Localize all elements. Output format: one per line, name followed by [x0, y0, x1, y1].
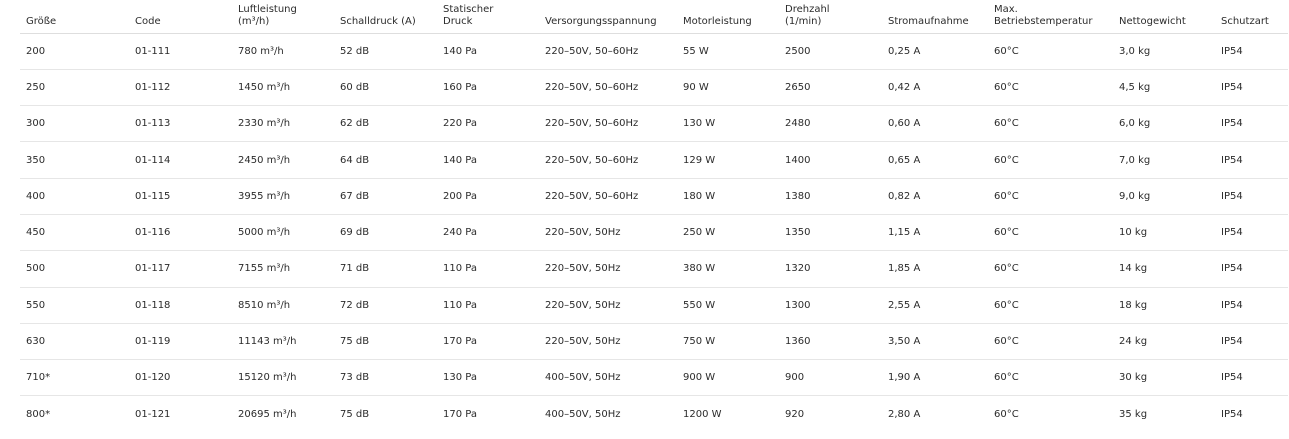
- cell-motor-power: 1200 W: [683, 408, 722, 420]
- cell-protection-class: IP54: [1215, 251, 1288, 287]
- cell-sound-pressure: 71 dB: [334, 251, 437, 287]
- cell-static-pressure: 140 Pa: [437, 33, 539, 69]
- cell-motor-power: 130 W: [677, 106, 779, 142]
- cell-sound-pressure: 73 dB: [334, 360, 437, 396]
- cell-size: 200: [20, 33, 129, 69]
- cell-speed: 2650: [779, 69, 882, 105]
- specifications-table: [20, 0, 1288, 432]
- cell-protection-class: IP54: [1215, 360, 1288, 396]
- cell-airflow: 15120 m³/h: [232, 360, 334, 396]
- cell-code: 01-121: [135, 408, 171, 420]
- column-header-airflow: Luftleistung (m³/h): [232, 0, 334, 33]
- cell-supply-voltage: 220–50V, 50–60Hz: [539, 33, 677, 69]
- cell-max-temperature: 60°C: [988, 178, 1113, 214]
- cell-sound-pressure: 67 dB: [334, 178, 437, 214]
- cell-motor-power: 129 W: [677, 142, 779, 178]
- table-body: [20, 33, 1288, 432]
- cell-current: 2,80 A: [888, 408, 921, 420]
- cell-supply-voltage: 400–50V, 50Hz: [539, 360, 677, 396]
- table-row: [20, 251, 1288, 287]
- cell-airflow: 2450 m³/h: [232, 142, 334, 178]
- cell-sound-pressure: 75 dB: [340, 408, 370, 420]
- table-row: [20, 323, 1288, 359]
- cell-motor-power: 90 W: [677, 69, 779, 105]
- cell-size: 400: [20, 178, 129, 214]
- header-row: [20, 0, 1288, 33]
- cell-supply-voltage: 220–50V, 50–60Hz: [539, 142, 677, 178]
- cell-current: 0,65 A: [882, 142, 988, 178]
- cell-protection-class: IP54: [1215, 106, 1288, 142]
- cell-net-weight: 6,0 kg: [1113, 106, 1215, 142]
- cell-static-pressure: 160 Pa: [437, 69, 539, 105]
- cell-airflow: 8510 m³/h: [232, 287, 334, 323]
- cell-code: 01-112: [129, 69, 232, 105]
- cell-max-temperature: 60°C: [988, 214, 1113, 250]
- cell-net-weight: 18 kg: [1113, 287, 1215, 323]
- cell-sound-pressure: 69 dB: [334, 214, 437, 250]
- cell-speed: 1360: [779, 323, 882, 359]
- table-row: [20, 214, 1288, 250]
- cell-net-weight: 24 kg: [1113, 323, 1215, 359]
- cell-supply-voltage: 220–50V, 50Hz: [539, 251, 677, 287]
- cell-max-temperature: 60°C: [988, 142, 1113, 178]
- cell-size: 800*: [26, 408, 51, 420]
- table-row: [20, 396, 1288, 432]
- cell-static-pressure: 170 Pa: [437, 323, 539, 359]
- cell-sound-pressure: 62 dB: [334, 106, 437, 142]
- cell-net-weight: 3,0 kg: [1113, 33, 1215, 69]
- cell-protection-class: IP54: [1215, 69, 1288, 105]
- cell-max-temperature: 60°C: [988, 33, 1113, 69]
- column-header-motor-power: Motorleistung: [677, 0, 779, 33]
- cell-airflow: 780 m³/h: [232, 33, 334, 69]
- cell-speed: 1350: [779, 214, 882, 250]
- cell-code: 01-113: [129, 106, 232, 142]
- table-row: [20, 287, 1288, 323]
- cell-static-pressure: 140 Pa: [437, 142, 539, 178]
- cell-size: 300: [20, 106, 129, 142]
- cell-airflow: 3955 m³/h: [232, 178, 334, 214]
- cell-current: 0,60 A: [882, 106, 988, 142]
- table-row: [20, 360, 1288, 396]
- cell-size: 450: [20, 214, 129, 250]
- cell-motor-power: 250 W: [677, 214, 779, 250]
- cell-protection-class: IP54: [1215, 142, 1288, 178]
- cell-current: 0,25 A: [882, 33, 988, 69]
- cell-protection-class: IP54: [1215, 178, 1288, 214]
- cell-protection-class: IP54: [1215, 33, 1288, 69]
- cell-sound-pressure: 52 dB: [334, 33, 437, 69]
- cell-size: 630: [20, 323, 129, 359]
- cell-static-pressure: 130 Pa: [437, 360, 539, 396]
- cell-motor-power: 55 W: [677, 33, 779, 69]
- cell-static-pressure: 110 Pa: [437, 251, 539, 287]
- column-header-sound-pressure: Schalldruck (A): [334, 0, 437, 33]
- cell-speed: 900: [779, 360, 882, 396]
- cell-code: 01-115: [129, 178, 232, 214]
- cell-max-temperature: 60°C: [994, 408, 1019, 420]
- cell-net-weight: 14 kg: [1113, 251, 1215, 287]
- cell-motor-power: 380 W: [677, 251, 779, 287]
- cell-supply-voltage: 220–50V, 50–60Hz: [539, 69, 677, 105]
- cell-static-pressure: 220 Pa: [437, 106, 539, 142]
- column-header-speed: Drehzahl (1/min): [779, 0, 882, 33]
- cell-code: 01-119: [129, 323, 232, 359]
- column-header-size: Größe: [20, 0, 129, 33]
- column-header-code: Code: [129, 0, 232, 33]
- cell-speed: 1300: [779, 287, 882, 323]
- column-header-static-pressure: Statischer Druck: [437, 0, 539, 33]
- cell-supply-voltage: 220–50V, 50–60Hz: [539, 106, 677, 142]
- table-row: [20, 69, 1288, 105]
- table-row: [20, 33, 1288, 69]
- cell-max-temperature: 60°C: [988, 323, 1113, 359]
- cell-supply-voltage: 220–50V, 50–60Hz: [539, 178, 677, 214]
- cell-code: 01-118: [129, 287, 232, 323]
- column-header-protection-class: Schutzart: [1215, 0, 1288, 33]
- cell-sound-pressure: 64 dB: [334, 142, 437, 178]
- cell-motor-power: 180 W: [677, 178, 779, 214]
- cell-airflow: 11143 m³/h: [232, 323, 334, 359]
- cell-speed: 1380: [779, 178, 882, 214]
- cell-speed: 1400: [779, 142, 882, 178]
- cell-max-temperature: 60°C: [988, 287, 1113, 323]
- cell-net-weight: 10 kg: [1113, 214, 1215, 250]
- cell-current: 2,55 A: [882, 287, 988, 323]
- cell-sound-pressure: 72 dB: [334, 287, 437, 323]
- cell-protection-class: IP54: [1221, 408, 1243, 420]
- cell-airflow: 1450 m³/h: [232, 69, 334, 105]
- cell-airflow: 2330 m³/h: [232, 106, 334, 142]
- cell-supply-voltage: 220–50V, 50Hz: [539, 214, 677, 250]
- table-row: [20, 106, 1288, 142]
- cell-max-temperature: 60°C: [988, 69, 1113, 105]
- cell-max-temperature: 60°C: [988, 251, 1113, 287]
- cell-net-weight: 4,5 kg: [1113, 69, 1215, 105]
- cell-net-weight: 35 kg: [1119, 408, 1148, 420]
- cell-protection-class: IP54: [1215, 323, 1288, 359]
- cell-sound-pressure: 60 dB: [334, 69, 437, 105]
- cell-protection-class: IP54: [1215, 214, 1288, 250]
- cell-max-temperature: 60°C: [988, 360, 1113, 396]
- cell-size: 250: [20, 69, 129, 105]
- cell-motor-power: 750 W: [677, 323, 779, 359]
- cell-net-weight: 7,0 kg: [1113, 142, 1215, 178]
- cell-code: 01-116: [129, 214, 232, 250]
- table-row: [20, 178, 1288, 214]
- cell-static-pressure: 200 Pa: [437, 178, 539, 214]
- cell-speed: 1320: [779, 251, 882, 287]
- cell-sound-pressure: 75 dB: [334, 323, 437, 359]
- cell-max-temperature: 60°C: [988, 106, 1113, 142]
- cell-code: 01-111: [129, 33, 232, 69]
- cell-current: 0,82 A: [882, 178, 988, 214]
- cell-speed: 920: [785, 408, 805, 420]
- column-header-max-temperature: Max. Betriebstemperatur: [988, 0, 1113, 33]
- cell-size: 500: [20, 251, 129, 287]
- cell-supply-voltage: 220–50V, 50Hz: [539, 287, 677, 323]
- cell-current: 1,85 A: [882, 251, 988, 287]
- cell-speed: 2480: [779, 106, 882, 142]
- cell-protection-class: IP54: [1215, 287, 1288, 323]
- cell-code: 01-117: [129, 251, 232, 287]
- column-header-net-weight: Nettogewicht: [1113, 0, 1215, 33]
- cell-static-pressure: 110 Pa: [437, 287, 539, 323]
- cell-size: 550: [20, 287, 129, 323]
- cell-size: 350: [20, 142, 129, 178]
- cell-speed: 2500: [779, 33, 882, 69]
- cell-supply-voltage: 400–50V, 50Hz: [545, 408, 621, 420]
- cell-code: 01-114: [129, 142, 232, 178]
- cell-code: 01-120: [129, 360, 232, 396]
- cell-current: 3,50 A: [882, 323, 988, 359]
- cell-size: 710*: [20, 360, 129, 396]
- table-row: [20, 142, 1288, 178]
- cell-airflow: 20695 m³/h: [238, 408, 297, 420]
- cell-airflow: 5000 m³/h: [232, 214, 334, 250]
- column-header-current: Stromaufnahme: [882, 0, 988, 33]
- cell-motor-power: 900 W: [677, 360, 779, 396]
- cell-airflow: 7155 m³/h: [232, 251, 334, 287]
- cell-motor-power: 550 W: [677, 287, 779, 323]
- cell-current: 0,42 A: [882, 69, 988, 105]
- cell-supply-voltage: 220–50V, 50Hz: [539, 323, 677, 359]
- cell-current: 1,15 A: [882, 214, 988, 250]
- cell-static-pressure: 170 Pa: [443, 408, 477, 420]
- cell-current: 1,90 A: [882, 360, 988, 396]
- cell-net-weight: 9,0 kg: [1113, 178, 1215, 214]
- cell-net-weight: 30 kg: [1113, 360, 1215, 396]
- cell-static-pressure: 240 Pa: [437, 214, 539, 250]
- column-header-supply-voltage: Versorgungsspannung: [539, 0, 677, 33]
